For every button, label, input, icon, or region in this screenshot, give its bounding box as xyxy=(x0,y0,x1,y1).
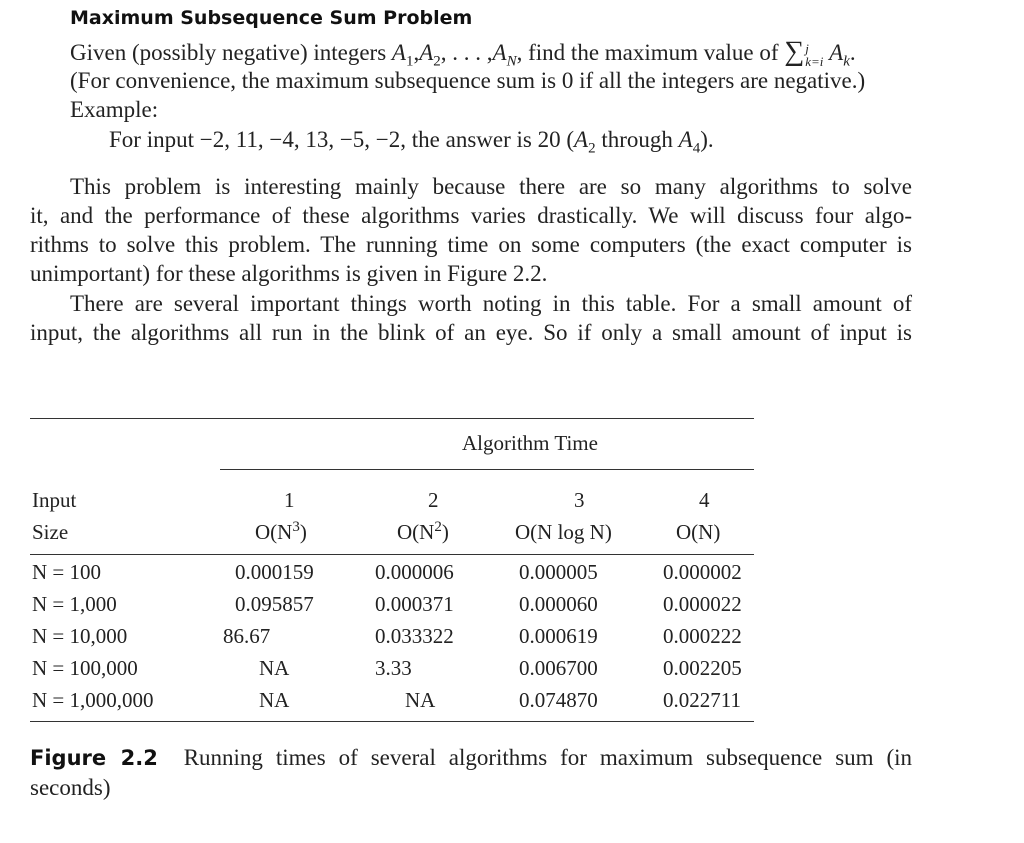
table-group-rule xyxy=(220,469,754,470)
table-cell: 0.074870 xyxy=(519,688,598,712)
paragraph-line: it, and the performance of these algorithms varies drastically. We will discuss four algo- xyxy=(30,203,912,228)
table-cell: NA xyxy=(259,656,290,680)
table-cell: 0.000002 xyxy=(663,560,742,584)
paragraph-line: unimportant) for these algorithms is given in Figure 2.2. xyxy=(30,261,548,286)
paragraph-line: input, the algorithms all run in the blink of an eye. So if only a small amount of input is xyxy=(30,320,912,345)
column-number: 3 xyxy=(574,488,585,512)
column-complexity: O(N log N) xyxy=(515,520,612,544)
row-size: N = 10,000 xyxy=(32,624,128,648)
table-cell: 0.002205 xyxy=(663,656,742,680)
table-cell: 0.000619 xyxy=(519,624,598,648)
paragraph-line: There are several important things worth noting in this table. For a small amount of xyxy=(70,291,912,316)
table-bottom-rule xyxy=(30,721,754,722)
caption-line: Figure 2.2 Running times of several algorithms for maximum subsequence sum (in xyxy=(30,745,913,770)
paragraph-line: rithms to solve this problem. The running time on some computers (the exact computer is xyxy=(30,232,912,257)
table-cell: 0.000060 xyxy=(519,592,598,616)
row-size: N = 1,000,000 xyxy=(32,688,154,712)
table-cell: 0.000371 xyxy=(375,592,454,616)
table-cell: 86.67 xyxy=(223,624,271,648)
column-complexity: $O(N^3)$ xyxy=(255,519,307,544)
column-complexity: $O(N^2)$ xyxy=(397,519,449,544)
problem-line-3: Example: xyxy=(70,97,159,122)
table-cell: NA xyxy=(405,688,436,712)
table-header-rule xyxy=(30,554,754,555)
table-top-rule xyxy=(30,418,754,419)
table-input-label: Input xyxy=(32,488,77,512)
figure-caption xyxy=(30,743,912,802)
table-cell: 0.022711 xyxy=(663,688,741,712)
table-cell: 0.000006 xyxy=(375,560,454,584)
column-number: 2 xyxy=(428,488,439,512)
table-cell: 0.006700 xyxy=(519,656,598,680)
row-size: N = 100 xyxy=(32,560,102,584)
caption-label: Figure 2.2 xyxy=(30,746,158,770)
table-cell: 0.000022 xyxy=(663,592,742,616)
column-number: 4 xyxy=(699,488,710,512)
table-cell: 3.33 xyxy=(375,656,412,680)
table-cell: 0.000222 xyxy=(663,624,742,648)
problem-title: Maximum Subsequence Sum Problem xyxy=(70,7,473,29)
row-size: N = 100,000 xyxy=(32,656,138,680)
column-number: 1 xyxy=(284,488,295,512)
paragraph-1 xyxy=(30,172,912,288)
paragraph-2 xyxy=(30,289,912,347)
table-cell: 0.095857 xyxy=(235,592,314,616)
column-complexity: O(N) xyxy=(676,520,721,544)
problem-example: For input −2, 11, −4, 13, −5, −2, the answer is 20 ($A_2$ through $A_4$). xyxy=(109,127,714,157)
table-cell: 0.000005 xyxy=(519,560,598,584)
table-cell: 0.033322 xyxy=(375,624,454,648)
table-cell: NA xyxy=(259,688,290,712)
caption-line: seconds) xyxy=(30,775,111,800)
table-group-header: Algorithm Time xyxy=(462,431,598,455)
table-cell: 0.000159 xyxy=(235,560,314,584)
table-size-label: Size xyxy=(32,520,69,544)
problem-line-2: (For convenience, the maximum subsequence sum is 0 if all the integers are negative.) xyxy=(70,68,866,93)
problem-line-1: Given (possibly negative) integers $A_1,A_2$, . . . $,A_N$, find the maximum value of ∑ j k=i $A_k$. xyxy=(70,36,856,70)
row-size: N = 1,000 xyxy=(32,592,117,616)
paragraph-line: This problem is interesting mainly because there are so many algorithms to solve xyxy=(70,174,912,199)
